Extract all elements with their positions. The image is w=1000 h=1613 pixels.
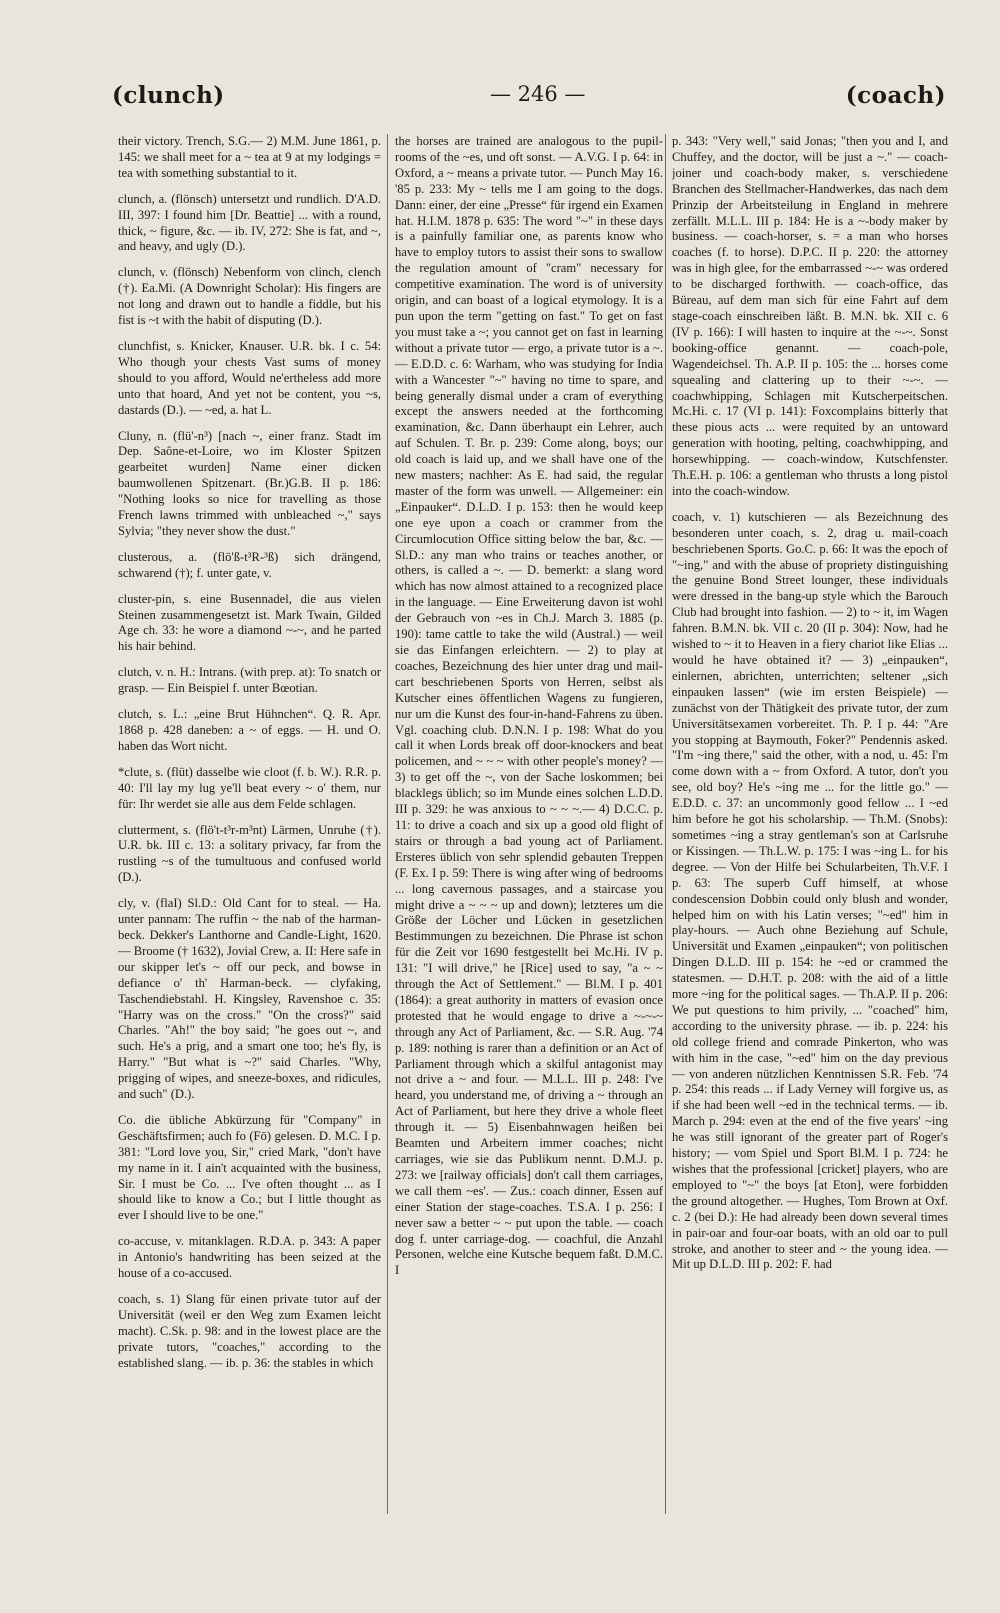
header-left-catchword: (clunch)	[112, 82, 225, 109]
dictionary-entry: clutterment, s. (flö't-t³r-m³nt) Lärmen, Unruhe (†). U.R. bk. III c. 13: a solitary privacy, far from the rustling ~s of the tumultuous and confused world (D.).	[118, 822, 381, 885]
dictionary-entry: cluster-pin, s. eine Busennadel, die aus vielen Steinen zusammengesetzt ist. Mark Twain, Gilded Age ch. 33: he wore a diamond ~-~, and he parted his hair behind.	[118, 591, 381, 654]
dictionary-entry: co-accuse, v. mitanklagen. R.D.A. p. 343: A paper in Antonio's handwriting has been seized at the house of a co-accused.	[118, 1234, 381, 1281]
dictionary-entry: Cluny, n. (flü'-n³) [nach ~, einer franz. Stadt im Dep. Saône-et-Loire, wo im Kloster Spitzen gearbeitet wurden] Name einer dicken baumwollenen Spitzenart. (Br.)G.B. II p. 186: "Nothing looks so nice for travelling as those French lawns trimmed with unbleached ~," says Sylvia; "they never show the dust."	[118, 428, 381, 538]
dictionary-entry: coach, v. 1) kutschieren — als Bezeichnung des besonderen unter coach, s. 2, drag u. mail-coach beschriebenen Sports. Go.C. p. 66: It was the epoch of "~ing," and with the abuse of propriety distinguishing the genuine Bond Street lounger, these individuals were dressed in the bang-up style which the Barouch Club had brought into fashion. — 2) to ~ it, im Wagen fahren. B.M.N. bk. VII c. 20 (II p. 304): Now, had he wished to ~ it to Heaven in a fiery chariot like Elias ... would he have obtained it? — 3) „einpauken“, einlernen, abrichten, unterrichten; seltener „sich einpauken lassen“ (wie im ersten Beispiele) — zunächst von der Thätigkeit des private tutor, der zum Universitätsexamen vorbereitet. Th. P. I p. 44: "Are you stopping at Baymouth, Foker?" Pendennis asked. "I'm ~ing there," said the other, with a nod, u. 45: I'm come down with a ~ from Oxford. A tutor, don't you see, old boy? He's ~ing me ... for the little go." — E.D.D. c. 37: an uncommonly good fellow ... I ~ed him before he got his scholarship. — Th.M. (Snobs): sometimes ~ing a stray gentleman's son at Carlsruhe or Kissingen. — Th.L.W. p. 175: I was ~ing L. for his degree. — Von der Hilfe bei Schularbeiten, Th.V.F. I p. 63: The superb Cuff himself, at whose condescension Dobbin could only blush and wonder, helped him on with his Latin verses; "~ed" him in play-hours. — Auch ohne Beziehung auf Schule, Universität und Examen „einpauken“; von politischen Dingen D.L.D. III p. 154: he ~ed or crammed the statesmen. — D.H.T. p. 208: with the aid of a little more ~ing for the political sages. — Th.A.P. II p. 206: We put questions to him privily, ... "coached" him, according to the university phrase. — ib. p. 224: his old college friend and comrade Pinkerton, who was with him in the case, "~ed" him on the day previous — von anderen nützlichen Kenntnissen S.R. Feb. '74 p. 254: this reads ... if Lady Verney will forgive us, as if she had been well ~ed in the technical terms. — ib. March p. 294: even at the end of the five years' ~ing he was still ignorant of the greater part of Roger's history; — vom Spiel und Sport Bl.M. I p. 724: he wishes that the professional [cricket] players, who are employed to "~" the boys [at Eton], were forbidden the ground altogether. — Hughes, Tom Brown at Oxf. c. 2 (bei D.): He had already been down several times in pair-oar and four-oar boats, with an old oar to pull stroke, and another to steer and ~ the young idea. — Mit up D.L.D. III p. 202: F. had	[672, 509, 948, 1272]
page-header	[112, 82, 946, 122]
dictionary-entry: Co. die übliche Abkürzung für "Company" in Geschäftsfirmen; auch fo (Fō) gelesen. D. M.C. I p. 381: "Lord love you, Sir," cried Mark, "don't have my name in it. I ain't acquainted with the business, Sir. I must be Co. ... I've often thought ... as I should like to know a Co.; but I little thought as ever I should live to be one."	[118, 1112, 381, 1223]
dictionary-entry: clusterous, a. (flö'ß-t³R-³ß) sich drängend, schwarend (†); f. unter gate, v.	[118, 549, 381, 580]
header-right-catchword: (coach)	[845, 82, 946, 109]
text-column-1	[118, 134, 381, 1514]
page-number: — 246 —	[490, 82, 586, 106]
text-column-3	[672, 134, 948, 1514]
dictionary-entry: *clute, s. (flüt) dasselbe wie cloot (f. b. W.). R.R. p. 40: I'll lay my lug ye'll beat every ~ o' them, nur für: Ihr werdet sie alle aus dem Felde schlagen.	[118, 764, 381, 811]
dictionary-entry: clutch, s. L.: „eine Brut Hühnchen“. Q. R. Apr. 1868 p. 428 daneben: a ~ of eggs. — H. und O. haben das Wort nicht.	[118, 707, 381, 753]
column-divider	[665, 134, 666, 1514]
column-divider	[387, 134, 388, 1514]
dictionary-entry: clunch, a. (flönsch) untersetzt und rundlich. D'A.D. III, 397: I found him [Dr. Beattie] ... with a round, thick, ~ figure, &c. — ib. IV, 272: She is fat, and ~, and heavy, and ugly (D.).	[118, 191, 381, 254]
dictionary-entry: p. 343: "Very well," said Jonas; "then you and I, and Chuffey, and the doctor, will be just a ~." — coach-joiner und coach-body maker, s. verschiedene Branchen des Stellmacher-Handwerkes, das nach dem Prinzip der Arbeitsteilung in England in mehrere zerfällt. M.L.L. III p. 184: He is a ~-body maker by business. — coach-horser, s. = a man who horses coaches (f. to horse). D.P.C. II p. 220: the attorney was in high glee, for the embarrassed ~-~ was ordered to be discharged forthwith. — coach-office, das Büreau, auf dem man sich für eine Fahrt auf dem stage-coach einschreiben läßt. B. M.N. bk. XII c. 6 (IV p. 166): I will hasten to inquire at the ~-~. Sonst booking-office genannt. — coach-pole, Wagendeichsel. Th. A.P. II p. 105: the ... horses come squealing and clattering up to their ~-~. — coachwhipping, Schlagen mit Kutscherpeitschen. Mc.Hi. c. 17 (VI p. 141): Foxcomplains bitterly that these pious acts ... were requited by an untoward generation with hooting, pelting, coachwhipping, and horsewhipping. — coach-window, Kutschfenster. Th.E.H. p. 106: a gentleman who thrusts a long pistol into the coach-window.	[672, 134, 948, 498]
dictionary-entry: clunchfist, s. Knicker, Knauser. U.R. bk. I c. 54: Who though your chests Vast sums of money should to you afford, Would ne'ertheless add more unto that hoard, And yet not be content, you ~s, dastards (D.). — ~ed, a. hat L.	[118, 338, 381, 417]
dictionary-entry: clunch, v. (flönsch) Nebenform von clinch, clench (†). Ea.Mi. (A Downright Scholar): His fingers are not long and drawn out to handle a fiddle, but his fist is ~t with the habit of disputing (D.).	[118, 265, 381, 328]
dictionary-entry: coach, s. 1) Slang für einen private tutor auf der Universität (weil er den Weg zum Examen leicht macht). C.Sk. p. 98: and in the lowest place are the private tutors, "coaches," according to the established slang. — ib. p. 36: the stables in which	[118, 1292, 381, 1370]
dictionary-entry: their victory. Trench, S.G.— 2) M.M. June 1861, p. 145: we shall meet for a ~ tea at 9 at my lodgings = tea with something substantial to it.	[118, 134, 381, 180]
text-column-2	[395, 134, 663, 1514]
dictionary-entry: cly, v. (flaI) Sl.D.: Old Cant for to steal. — Ha. unter pannam: The ruffin ~ the nab of the harman-beck. Dekker's Lanthorne and Candle-Light, 1620. — Broome († 1632), Jovial Crew, a. II: Here safe in our skipper let's ~ off our peck, and bowse in defiance o' th' Harman-beck. — clyfaking, Taschendiebstahl. H. Kingsley, Ravenshoe c. 35: "Harry was on the cross." "On the cross?" said Charles. "Ah!" the boy said; "he goes out ~, and such. He's a prig, and a smart one too; he's fly, is Harry." "But what is ~?" said Charles. "Why, prigging of wipes, and sneeze-boxes, and ridicules, and such" (D.).	[118, 896, 381, 1102]
dictionary-entry: clutch, v. n. H.: Intrans. (with prep. at): To snatch or grasp. — Ein Beispiel f. unter Bœotian.	[118, 665, 381, 696]
dictionary-entry: the horses are trained are analogous to the pupil-rooms of the ~es, und oft sonst. — A.V.G. I p. 64: in Oxford, a ~ means a private tutor. — Punch May 16. '85 p. 233: My ~ tells me I am going to the dogs. Dann: einer, der eine „Presse“ für irgend ein Examen hat. H.I.M. 1878 p. 635: The word "~" in these days is a painfully familiar one, as parents know who have to employ tutors to assist their sons to swallow the regulation amount of "cram" necessary for competitive examination. The word is of university origin, and can boast of a logical etymology. It is a pun upon the term "getting on fast." To get on fast you must take a ~; you cannot get on fast in learning without a private tutor — ergo, a private tutor is a ~. — E.D.D. c. 6: Warham, who was studying for India with a Wancester "~" having no time to spare, and being generally dismal under a cram of everything except the answers needed at the forthcoming examination, &c. Dann überhaupt ein Lehrer, auch auf Schulen. T. Br. p. 239: Come along, boys; our old coach is laid up, and we shall have one of the new masters; nachher: As E. had said, the regular master of the form was unwell. — Allgemeiner: ein „Einpauker“. D.L.D. I p. 153: then he would keep one eye upon a coach or crammer from the Circumlocution Office sitting below the bar, &c. — Sl.D.: any man who trains or teaches another, or others, is called a ~. — D. bemerkt: a slang word which has now almost attained to a recognized place in the language. — Eine Erweiterung davon ist wohl der Gebrauch von ~es in Ch.J. March 3. 1885 (p. 190): tame cattle to take the wild (Austral.) — weil sie das Einfangen erleichtern. — 2) to play at coaches, Bezeichnung des hier unter drag und mail-cart beschriebenen Sports von Herren, selbst als Kutscher eines öffentlichen Wagens zu fungieren, nur um die Kunst des four-in-hand-Fahrens zu üben. Vgl. coaching club. D.N.N. I p. 198: What do you call it when Lords break off door-knockers and beat policemen, and ~ ~ ~ with other people's money? — 3) to get off the ~, von der Sache loskommen; bei blacklegs üblich; so im Munde eines solchen L.D.D. III p. 329: he was anxious to ~ ~ ~.— 4) D.C.C. p. 11: to drive a coach and six up a good old flight of stairs or through a bad young act of Parliament. Ersteres üblich von sehr splendid gebauten Treppen (F. Ex. I p. 59: There is wing after wing of bedrooms ... long cavernous passages, and a staircase you might drive a ~ ~ ~ up and down); letzteres um die Größe der Löcher und Lücken in gesetzlichen Bestimmungen zu bezeichnen. Die Phrase ist schon für die Zeit vor 1690 festgestellt bei Mc.Hi. IV p. 131: "I will drive," he [Rice] used to say, "a ~ ~ through the Act of Settlement." — Bl.M. I p. 401 (1864): a great authority in matters of evasion once protested that he would engage to drive a ~-~-~ through any Act of Parliament, &c. — S.R. Aug. '74 p. 189: nothing is rarer than a definition or an Act of Parliament through which a skilful antagonist may not drive a ~ and four. — M.L.L. III p. 248: I've heard, you understand me, of driving a ~ through an Act of Parliament, but here they drive a whole fleet through it. — 5) Eisenbahnwagen heißen bei Beamten und Arbeitern immer coaches; nicht carriages, wie sie das Publikum nennt. D.M.J. p. 273: we [railway officials] don't call them carriages, we call them ~es'. — Zus.: coach dinner, Essen auf einer Station der stage-coaches. T.S.A. I p. 256: I never saw a better ~ ~ put upon the table. — coach dog f. unter carriage-dog. — coachful, die Anzahl Personen, welche eine Kutsche bequem faßt. D.M.C. I	[395, 134, 663, 1278]
